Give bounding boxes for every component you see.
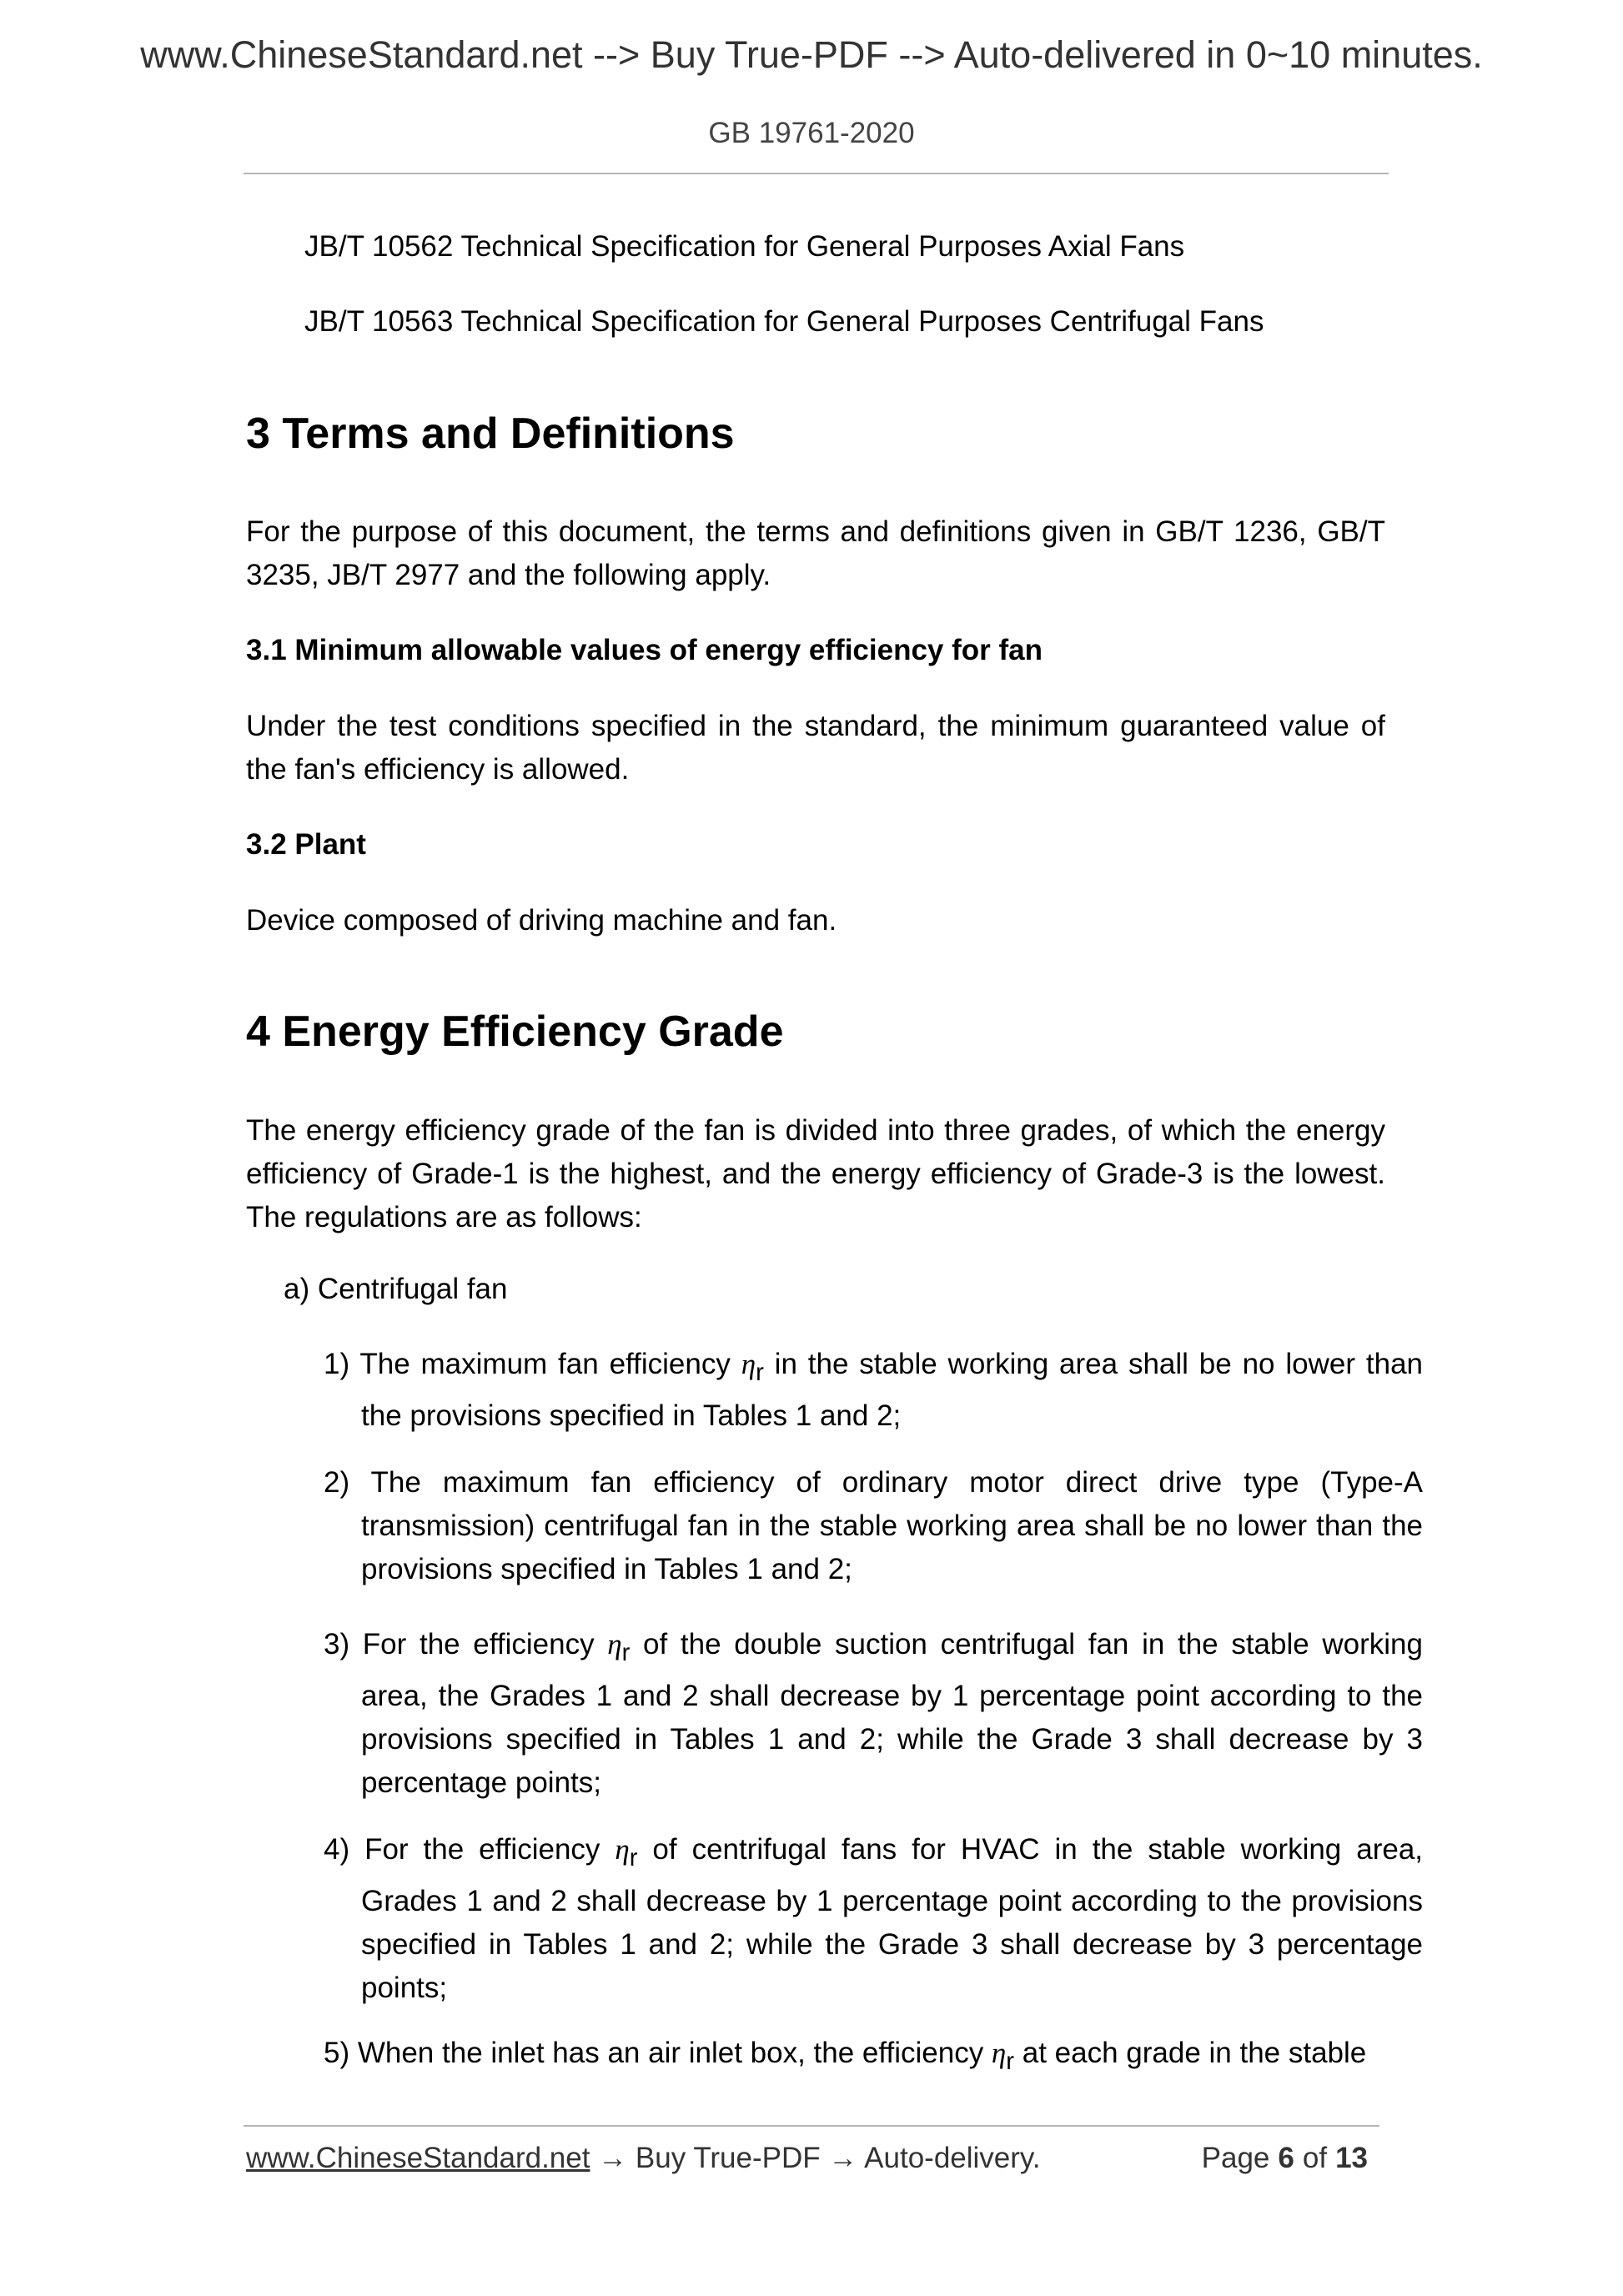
section-3-1-heading: 3.1 Minimum allowable values of energy efficiency for fan <box>246 634 1043 666</box>
footer-text <box>246 2142 1041 2175</box>
list-item-5: 5) When the inlet has an air inlet box, the efficiency $\eta_r$ at each grade in the stable <box>324 2037 1367 2075</box>
standard-number: GB 19761-2020 <box>708 117 915 149</box>
header-divider <box>244 173 1389 174</box>
list-item-4: 4) For the efficiency $\eta_r$ of centrifugal fans for HVAC in the stable working area, Grades 1 and 2 shall decrease by 1 percentage point according to the provisions specified in Tables 1 and 2; while the Grade 3 shall decrease by 3 percentage points; <box>324 1833 1424 2004</box>
page-indicator: Page 6 of 13 <box>1201 2142 1368 2174</box>
total-pages: 13 <box>1335 2142 1368 2174</box>
section-3-2-text: Device composed of driving machine and fan. <box>246 904 837 937</box>
eta-symbol: η <box>615 1833 630 1866</box>
eta-symbol: η <box>991 2037 1007 2069</box>
eta-symbol: η <box>741 1348 756 1380</box>
eta-subscript: r <box>756 1359 764 1386</box>
section-4-intro: The energy efficiency grade of the fan is divided into three grades, of which the energy efficiency of Grade-1 is the highest, and the energy efficiency of Grade-3 is the lowest. The regulations are as follows: <box>246 1114 1385 1233</box>
reference-line: JB/T 10563 Technical Specification for General Purposes Centrifugal Fans <box>304 305 1264 338</box>
footer-website-link[interactable]: www.ChineseStandard.net <box>246 2142 590 2174</box>
section-3-1-text: Under the test conditions specified in the standard, the minimum guaranteed value of the fan's efficiency is allowed. <box>246 710 1385 786</box>
footer-divider <box>244 2125 1379 2127</box>
section-3-2-heading: 3.2 Plant <box>246 828 366 861</box>
section-3-heading: 3 Terms and Definitions <box>246 409 735 458</box>
list-item-a: a) Centrifugal fan <box>284 1273 508 1305</box>
section-3-intro: For the purpose of this document, the terms and definitions given in GB/T 1236, GB/T 3235, JB/T 2977 and the following apply. <box>246 515 1385 591</box>
current-page: 6 <box>1278 2142 1294 2174</box>
eta-subscript: r <box>621 1640 631 1666</box>
section-4-heading: 4 Energy Efficiency Grade <box>246 1007 784 1056</box>
eta-subscript: r <box>629 1845 638 1871</box>
top-banner: www.ChineseStandard.net --> Buy True-PDF --> Auto-delivered in 0~10 minutes. <box>140 33 1483 76</box>
eta-symbol: η <box>607 1628 622 1660</box>
list-item-2: 2) The maximum fan efficiency of ordinary motor direct drive type (Type-A transmission) centrifugal fan in the stable working area shall be no lower than the provisions specified in Tables 1 and 2; <box>324 1466 1423 1585</box>
eta-subscript: r <box>1006 2048 1015 2075</box>
list-item-3: 3) For the efficiency $\eta_r$ of the double suction centrifugal fan in the stable working area, the Grades 1 and 2 shall decrease by 1 percentage point according to the provisions specified in Tables 1 and 2; while the Grade 3 shall decrease by 3 percentage points; <box>324 1628 1423 1799</box>
footer-tagline: → Buy True-PDF → Auto-delivery. <box>590 2142 1041 2174</box>
list-item-1: 1) The maximum fan efficiency $\eta_r$ in the stable working area shall be no lower than the provisions specified in Tables 1 and 2; <box>324 1348 1423 1432</box>
reference-line: JB/T 10562 Technical Specification for General Purposes Axial Fans <box>304 230 1185 263</box>
